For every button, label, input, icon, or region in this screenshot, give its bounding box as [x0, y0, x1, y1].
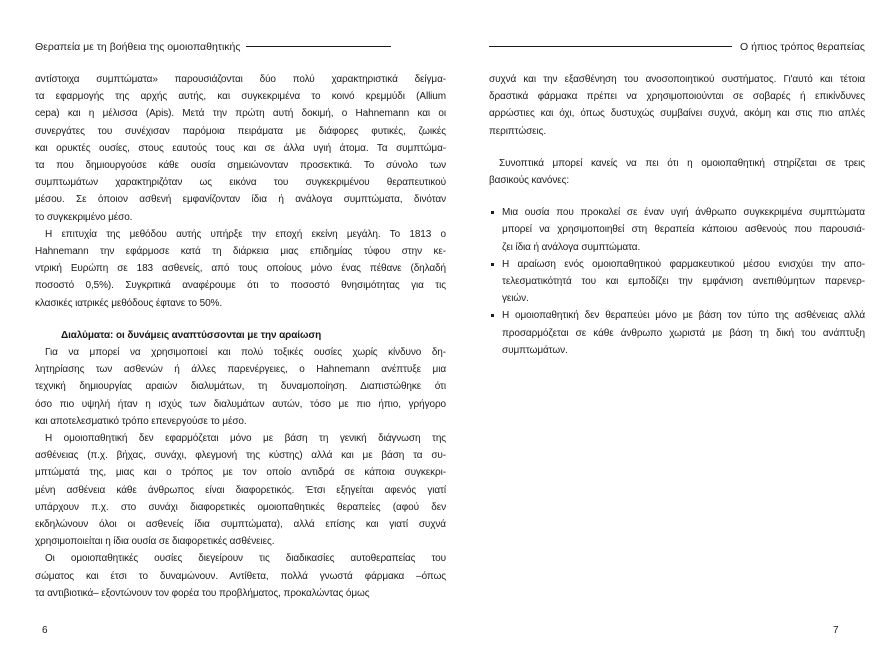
- page-body-left: [35, 71, 446, 602]
- text-line: εκδηλώνουν όλοι οι ασθενείς ίδια συμπτώματα), αλλά επίσης και γιατί συχνά: [35, 519, 446, 531]
- page-right: [489, 40, 865, 359]
- text-line: αντίστοιχα συμπτώματα» παρουσιάζονται δύο πολύ χαρακτηριστικά δείγμα-: [35, 74, 446, 85]
- bullet-item: [489, 307, 865, 359]
- bullet-marker-icon: [491, 314, 494, 317]
- text-line: Η ομοιοπαθητική δεν θεραπεύει μόνο με βάση τον τύπο της ασθένειας αλλά: [502, 310, 865, 322]
- text-line: Συνοπτικά μπορεί κανείς να πει ότι η ομοιοπαθητική στηρίζεται σε τρεις: [499, 157, 865, 169]
- text-line: προσαρμόζεται σε κάθε άνθρωπο χωριστά με βάση τη δική του ανάπτυξη: [502, 327, 865, 339]
- text-line: υπάρχουν π.χ. στο συνάχι διαφορετικές ομοιοπαθητικές θεραπείες (αφού δεν: [35, 501, 446, 513]
- paragraph: [35, 430, 446, 550]
- text-line: Η επιτυχία της μεθόδου αυτής υπήρξε την εποχή εκείνη μεγάλη. Το 1813 ο: [45, 228, 446, 240]
- text-line: περιπτώσεις.: [489, 125, 547, 137]
- text-line: βασικούς κανόνες:: [489, 175, 570, 187]
- text-line: cepa) και η μέλισσα (Apis). Μετά την πρώτη αυτή δοκιμή, ο Hahnemann και οι: [35, 108, 446, 120]
- text-line: τα που δημιουργούσε κάθε ουσία σημειώνονταν προσεκτικά. Το σύνολο των: [35, 160, 446, 172]
- text-line: σώματος και έτσι το δυναμώνουν. Αντίθετα, πολλά γνωστά φάρμακα –όπως: [35, 570, 446, 582]
- text-line: Οι ομοιοπαθητικές ουσίες διεγείρουν τις διαδικασίες αυτοθεραπείας του: [45, 553, 446, 565]
- text-line: Μια ουσία που προκαλεί σε έναν υγιή άνθρωπο συγκεκριμένα συμπτώματα: [502, 207, 865, 219]
- bullet-marker-icon: [491, 263, 494, 266]
- text-line: αρρώστιες και όχι, όπως δυστυχώς συμβαίνει συχνά, ακόμη και στις πιο απλές: [489, 108, 865, 120]
- running-head-left: [35, 40, 446, 53]
- running-head-right-title: Ο ήπιος τρόπος θεραπείας: [740, 40, 865, 53]
- running-head-left-title: Θεραπεία με τη βοήθεια της ομοιοπαθητικής: [35, 40, 241, 53]
- text-line: λητηρίασης των ασθενών ή άλλες παρενέργειες, ο Hahnemann ανέπτυξε μια: [35, 364, 446, 376]
- running-head-left-rule: [246, 46, 391, 47]
- text-line: μένη ασθένεια κάθε άνθρωπος είναι διαφορετικός. Έτσι εξηγείται αφενός γιατί: [35, 484, 446, 496]
- text-line: ασθένειας (π.χ. βήχας, συνάχι, φλεγμονή της κύστης) αλλά και με βάση τα συ-: [35, 450, 446, 462]
- bullet-marker-icon: [491, 211, 494, 214]
- page-left: [35, 40, 446, 602]
- paragraph: [35, 226, 446, 312]
- text-line: όσο πιο υψηλή ήταν η ισχύς των διαλυμάτων αυτών, τόσο με πιο ήπιο, γρήγορο: [35, 398, 446, 410]
- text-line: και αποτελεσματικό τρόπο επενεργούσε το μέσο.: [35, 415, 247, 427]
- bullet-item: [489, 204, 865, 256]
- text-line: κλασικές ιατρικές μεθόδους έφτανε το 50%.: [35, 297, 223, 309]
- text-line: ζει ίδια ή ανάλογα συμπτώματα.: [502, 241, 641, 253]
- text-line: ντρική Ευρώπη σε 183 ασθενείς, από τους οποίους μόνο ένας πέθανε (δηλαδή: [35, 263, 446, 275]
- running-head-right-rule: [489, 46, 732, 47]
- text-line: γειών.: [502, 293, 529, 305]
- text-line: και ορυκτές ουσίες, στους εαυτούς τους και σε άλλα υγιή άτομα. Τα συμπτώμα-: [35, 142, 446, 154]
- text-line: μέσου. Σε όποιον ασθενή εμφανίζονταν ίδια ή ανάλογα συμπτώματα, δινόταν: [35, 194, 446, 206]
- paragraph: [35, 550, 446, 602]
- paragraph: [35, 71, 446, 226]
- text-line: συνεργάτες του συνέχισαν παρόμοια πειράματα με διάφορες φυτικές, ζωικές: [35, 125, 446, 137]
- text-line: συχνά και την εξασθένηση του ανοσοποιητικού συστήματος. Γι'αυτό και τέτοια: [489, 74, 865, 85]
- page-body-right: [489, 71, 865, 359]
- text-line: το συγκεκριμένο μέσο.: [35, 211, 133, 223]
- text-line: συμπτωμάτων.: [502, 344, 568, 356]
- bullet-item: [489, 256, 865, 308]
- paragraph: [35, 344, 446, 430]
- section-heading: Διαλύματα: οι δυνάμεις αναπτύσσονται με την αραίωση: [61, 329, 322, 341]
- page-number-right: 7: [833, 625, 839, 636]
- text-line: μπτώματά της, μιας και ο τρόπος με τον οποίο αντιδρά σε κάποια συγκεκρι-: [35, 467, 446, 479]
- text-line: τα εφαρμογής της αρχής αυτής, και συγκεκριμένα το κοινό κρεμμύδι (Allium: [35, 91, 446, 103]
- text-line: Για να μπορεί να χρησιμοποιεί και πολύ τοξικές ουσίες χωρίς κίνδυνο δη-: [45, 347, 446, 359]
- page-number-left: 6: [42, 625, 48, 636]
- text-line: μπορεί να χρησιμοποιηθεί στη θεραπεία κάποιου ασθενούς που παρουσιά-: [502, 224, 865, 236]
- text-line: Η ομοιοπαθητική δεν εφαρμόζεται μόνο με βάση τη γενική διάγνωση της: [45, 433, 446, 445]
- text-line: ποσοστό 0,5%). Συγκριτικά αναφέρουμε ότι το ποσοστό θνησιμότητας για τις: [35, 280, 446, 292]
- text-line: τα αντιβιοτικά– εξοντώνουν τον φορέα του προβλήματος, προκαλώντας όμως: [35, 587, 370, 599]
- running-head-right: [489, 40, 865, 53]
- text-line: Η αραίωση ενός ομοιοπαθητικού φαρμακευτικού μέσου ενισχύει την απο-: [502, 258, 865, 270]
- text-line: χρησιμοποιείται η ίδια ουσία σε διαφορετικές ασθένειες.: [35, 536, 275, 548]
- text-line: Hahnemann την εφάρμοσε κατά τη διάρκεια μιας επιδημίας τύφου στην κε-: [35, 246, 446, 258]
- text-line: τελεσματικότητά του και εμποδίζει την εμφάνιση ανεπιθύμητων παρενερ-: [502, 276, 865, 288]
- text-line: συμπτωμάτων χαρακτηριζόταν ως εικόνα του συγκεκριμένου θεραπευτικού: [35, 177, 446, 189]
- paragraph: [489, 71, 865, 140]
- paragraph: [489, 155, 865, 189]
- text-line: τεχνική δημιουργίας αραιών διαλυμάτων, τη δυναμοποίηση. Διαπιστώθηκε ότι: [35, 381, 446, 393]
- text-line: δραστικά φάρμακα πρέπει να χρησιμοποιούνται σε σοβαρές ή επικίνδυνες: [489, 91, 865, 103]
